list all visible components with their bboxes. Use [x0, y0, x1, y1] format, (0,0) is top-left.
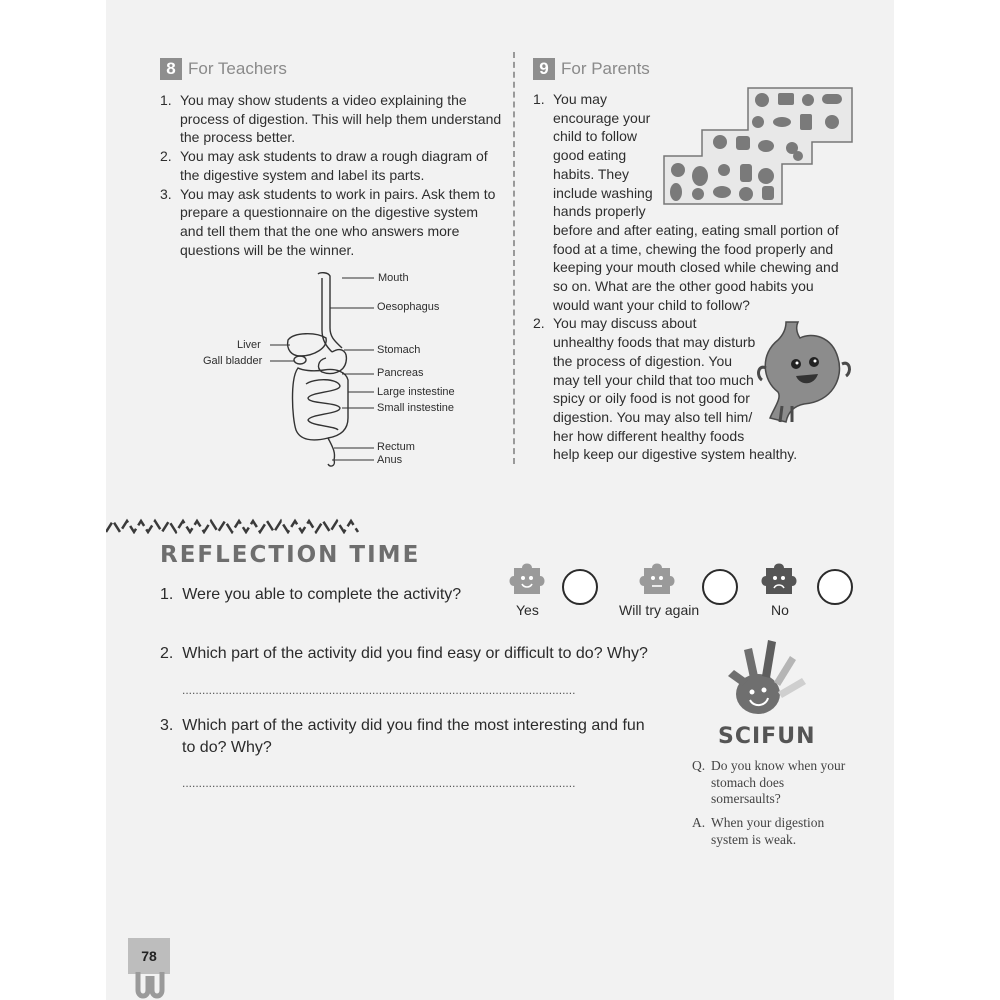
- puzzle-sad-icon: [760, 560, 800, 596]
- list-item: 2. You may ask students to draw a rough diagram of the digestive system and label its parts.: [160, 148, 488, 183]
- label-mouth: Mouth: [378, 272, 409, 284]
- option-yes-label: Yes: [516, 602, 539, 618]
- column-divider: [513, 52, 515, 464]
- option-will-try-again-radio[interactable]: [702, 569, 738, 605]
- label-rectum: Rectum: [377, 441, 415, 453]
- answer-line-3[interactable]: ......................................................................................................................: [182, 776, 576, 790]
- puzzle-neutral-icon: [638, 560, 678, 596]
- teachers-list: [160, 91, 505, 259]
- label-pancreas: Pancreas: [377, 367, 424, 379]
- option-no-radio[interactable]: [817, 569, 853, 605]
- label-anus: Anus: [377, 454, 403, 466]
- label-gall-bladder: Gall bladder: [203, 355, 263, 367]
- option-will-try-again-label: Will try again: [619, 602, 700, 618]
- teachers-title: For Teachers: [188, 59, 287, 78]
- answer-line-2[interactable]: ......................................................................................................................: [182, 683, 576, 697]
- option-yes-radio[interactable]: [562, 569, 598, 605]
- question-1: 1. Were you able to complete the activity?: [160, 586, 462, 603]
- scifun-answer: A. When your digestion system is weak.: [692, 815, 825, 847]
- zigzag-divider: [106, 518, 361, 534]
- reflection-title: REFLECTION TIME: [160, 542, 421, 568]
- parents-section-number: 9: [533, 58, 555, 80]
- puzzle-happy-icon: [508, 560, 548, 596]
- parents-heading: [533, 58, 650, 80]
- page-number: 78: [128, 938, 170, 974]
- label-liver: Liver: [237, 339, 261, 351]
- teachers-section-number: 8: [160, 58, 182, 80]
- parents-title: For Parents: [561, 59, 650, 78]
- list-item: 3. You may ask students to work in pairs. Ask them to prepare a questionnaire on the digestive system and tell them that the one who answers more questions will be the winner.: [160, 185, 496, 258]
- label-small-intestine: Small instestine: [377, 402, 455, 414]
- scifun-question: Q. Do you know when your stomach does somersaults?: [692, 758, 846, 806]
- scifun-hand-icon: [712, 636, 812, 726]
- scifun-title: SCIFUN: [718, 724, 816, 749]
- page-number-holder-hands-icon: [132, 972, 168, 1000]
- option-no-label: No: [771, 602, 789, 618]
- list-item: 1. You may encourage your child to follow good eating habits. They include washing hands properly before and after eating, eating small portion of food at a time, chewing the food properly and keeping your mouth closed while chewing and so on. What are the other good habits you would want your child to follow?: [533, 91, 839, 313]
- question-2: 2. Which part of the activity did you find easy or difficult to do? Why?: [160, 645, 648, 662]
- label-oesophagus: Oesophagus: [377, 301, 440, 313]
- list-item: 2. You may discuss about unhealthy foods that may disturb the process of digestion. You may tell your child that too much spicy or oily food is not good for digestion. You may also tell him/ her how different healthy foods help keep our digestive system healthy.: [533, 315, 798, 463]
- label-stomach: Stomach: [377, 344, 421, 356]
- label-large-intestine: Large instestine: [377, 386, 455, 398]
- question-3: 3. Which part of the activity did you find the most interesting and fun to do? Why?: [160, 717, 645, 756]
- stomach-character-illustration: [752, 318, 852, 428]
- list-item: 1. You may show students a video explaining the process of digestion. This will help them understand the process better.: [160, 92, 502, 146]
- teachers-heading: [160, 58, 287, 80]
- healthy-food-illustration: [662, 84, 856, 208]
